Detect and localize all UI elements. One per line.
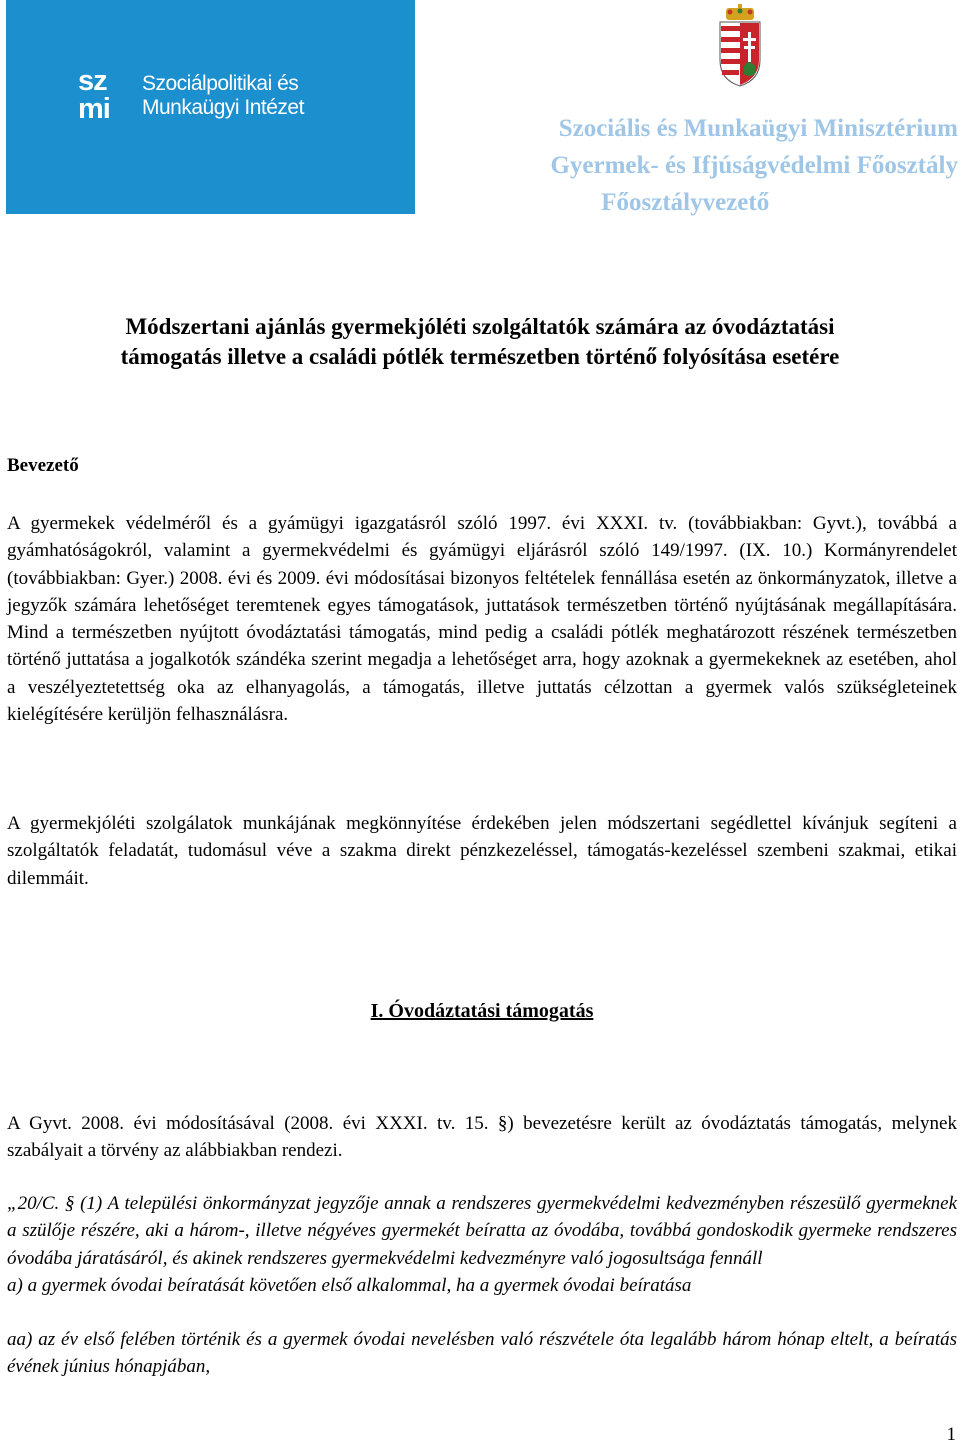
chapter-1-paragraph: A Gyvt. 2008. évi módosításával (2008. évi XXXI. tv. 15. §) bevezetésre került az óvodáztatás támogatás, melynek szabályait a törvény az alábbiakban rendezi. [7, 1113, 957, 1161]
szmi-logo [6, 0, 415, 214]
chapter-1-heading: I. Óvodáztatási támogatás [370, 1000, 594, 1022]
logo-mark-line2: mi [78, 93, 110, 125]
logo-name-line1: Szociálpolitikai és [142, 72, 299, 95]
intro-paragraph-1: A gyermekek védelméről és a gyámügyi igazgatásról szóló 1997. évi XXXI. tv. (továbbiakban: Gyvt.), továbbá a gyámhatóságokról, valamint a gyermekvédelmi és gyámügyi eljárásról szóló 149/1997. (IX. 10.) Kormányrendelet (továbbiakban: Gyer.) 2008. évi és 2009. évi módosításai bizonyos feltételek fennállása esetén az önkormányzatok, illetve a jegyzők számára lehetőséget teremtenek egyes támogatások, juttatások természetben történő nyújtásának megállapítására. Mind a természetben nyújtott óvodáztatási támogatás, mind pedig a családi pótlék meghatározott részének természetben történő juttatása a jogalkotók szándéka szerint megadja a lehetőséget arra, hogy azoknak a gyermekeknek az esetében, ahol a veszélyeztetettség oka az elhanyagolás, a támogatás, illetve juttatás célzottan a gyermek valós szükségleteinek kielégítésére kerüljön felhasználásra. [7, 513, 957, 726]
intro-paragraph-2: A gyermekjóléti szolgálatok munkájának megkönnyítése érdekében jelen módszertani segédlettel kívánjuk segíteni a szolgáltatók feladatát, tudomásul véve a szakma direkt pénzkezeléssel, támogatás-kezeléssel szembeni szakmai, etikai dilemmáit. [7, 813, 957, 889]
logo-name-line2: Munkaügyi Intézet [142, 96, 304, 119]
intro-heading: Bevezető [7, 455, 79, 476]
department-name: Gyermek- és Ifjúságvédelmi Főosztály [550, 152, 958, 179]
hungarian-coat-of-arms-icon [716, 4, 764, 88]
document-title [0, 312, 960, 372]
law-quote-point-aa: aa) az év első felében történik és a gyermek óvodai nevelésben való részvétele óta legalább három hónap eltelt, a beíratás évének június hónapjában, [7, 1329, 957, 1378]
department-head-title: Főosztályvezető [601, 189, 770, 216]
logo-institute-name [142, 72, 304, 120]
document-title-line2: támogatás illetve a családi pótlék természetben történő folyósítása esetére [120, 344, 840, 369]
ministry-header [550, 110, 958, 221]
ministry-name: Szociális és Munkaügyi Minisztérium [558, 115, 958, 142]
law-quote-point-a: a) a gyermek óvodai beíratását követően első alkalommal, ha a gyermek óvodai beíratása [7, 1275, 692, 1296]
szmi-logo-mark [78, 65, 134, 126]
document-title-line1: Módszertani ajánlás gyermekjóléti szolgáltatók számára az óvodáztatási [125, 314, 835, 339]
logo-mark-line1: sz [78, 65, 107, 97]
page-number: 1 [946, 1424, 956, 1445]
law-quote-section: „20/C. § (1) A települési önkormányzat jegyzője annak a rendszeres gyermekvédelmi kedvezményben részesülő gyermeknek a szülője részére, aki a három-, illetve négyéves gyermekét beíratta az óvodába, továbbá gondoskodik gyermeke rendszeres óvodába járatásáról, és akinek rendszeres gyermekvédelmi kedvezményre való jogosultsága fennáll [7, 1193, 957, 1269]
